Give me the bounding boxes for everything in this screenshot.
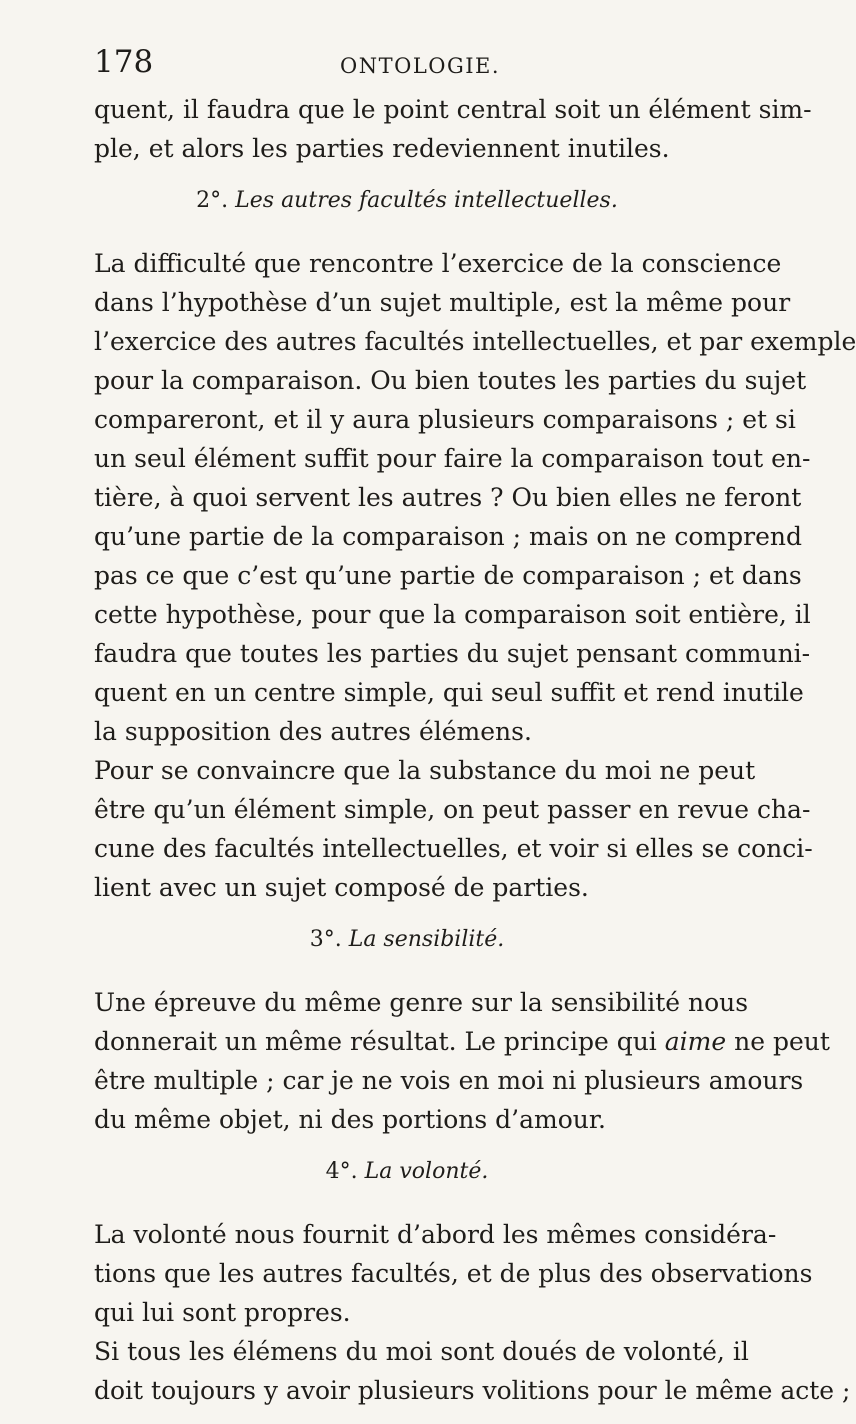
text-line: cune des facultés intellectuelles, et voir si elles se conci-	[94, 834, 813, 863]
text-segment: ne peut	[726, 1027, 830, 1056]
section-heading-4	[94, 1157, 720, 1187]
text-line	[94, 1100, 720, 1139]
text-line: cette hypothèse, pour que la comparaison soit entière, il	[94, 600, 811, 629]
section-4-paragraph-1	[94, 1215, 813, 1332]
text-line: La volonté nous fournit d’abord les mêmes considéra-	[94, 1220, 777, 1249]
text-line: Pour se convaincre que la substance du moi ne peut	[94, 756, 756, 785]
section-3-paragraph	[94, 983, 830, 1139]
text-line: l’exercice des autres facultés intellectuelles, et par exemple	[94, 327, 856, 356]
text-line: compareront, et il y aura plusieurs comparaisons ; et si	[94, 405, 796, 434]
section-title: La volonté.	[364, 1159, 489, 1184]
page-number: 178	[94, 44, 154, 80]
text-segment: être multiple ; car je ne vois en moi ni plusieurs amours	[94, 1066, 804, 1095]
text-line	[94, 1022, 830, 1061]
text-segment: du même objet, ni des portions d’amour.	[94, 1105, 606, 1134]
running-head	[94, 44, 714, 84]
section-title: Les autres facultés intellectuelles.	[235, 188, 618, 213]
section-number: 2°.	[196, 188, 229, 213]
text-line: faudra que toutes les parties du sujet pensant communi-	[94, 639, 811, 668]
text-line: dans l’hypothèse d’un sujet multiple, est la même pour	[94, 288, 791, 317]
section-4-paragraph-2	[94, 1332, 851, 1410]
text-line: tière, à quoi servent les autres ? Ou bien elles ne feront	[94, 483, 802, 512]
running-title: ONTOLOGIE.	[340, 54, 501, 78]
text-line: La difficulté que rencontre l’exercice de la conscience	[94, 249, 782, 278]
text-line	[94, 983, 749, 1022]
opening-paragraph	[94, 90, 812, 168]
section-2-paragraph-1	[94, 244, 856, 751]
section-title: La sensibilité.	[348, 927, 505, 952]
text-line: quent en un centre simple, qui seul suffit et rend inutile	[94, 678, 804, 707]
text-segment: Une épreuve du même genre sur la sensibilité nous	[94, 988, 749, 1017]
section-number: 4°.	[325, 1159, 358, 1184]
section-number: 3°.	[309, 927, 342, 952]
section-2-paragraph-2	[94, 751, 813, 907]
text-line: qu’une partie de la comparaison ; mais on ne comprend	[94, 522, 802, 551]
text-line: Si tous les élémens du moi sont doués de volonté, il	[94, 1337, 749, 1366]
text-line: quent, il faudra que le point central soit un élément sim-	[94, 95, 812, 124]
text-line: ple, et alors les parties redeviennent inutiles.	[94, 134, 670, 163]
text-line: pas ce que c’est qu’une partie de comparaison ; et dans	[94, 561, 802, 590]
text-line: être qu’un élément simple, on peut passer en revue cha-	[94, 795, 811, 824]
text-line: qui lui sont propres.	[94, 1298, 351, 1327]
text-line: pour la comparaison. Ou bien toutes les parties du sujet	[94, 366, 807, 395]
text-line: tions que les autres facultés, et de plus des observations	[94, 1259, 813, 1288]
text-line	[94, 1061, 804, 1100]
section-heading-2	[94, 186, 720, 216]
text-line: doit toujours y avoir plusieurs volitions pour le même acte ;	[94, 1376, 851, 1405]
text-line: un seul élément suffit pour faire la comparaison tout en-	[94, 444, 811, 473]
emphasized-word: aime	[664, 1027, 727, 1056]
text-segment: donnerait un même résultat. Le principe qui	[94, 1027, 665, 1056]
text-line: lient avec un sujet composé de parties.	[94, 873, 589, 902]
body-text	[94, 90, 856, 1410]
text-line: la supposition des autres élémens.	[94, 717, 532, 746]
section-heading-3	[94, 925, 720, 955]
